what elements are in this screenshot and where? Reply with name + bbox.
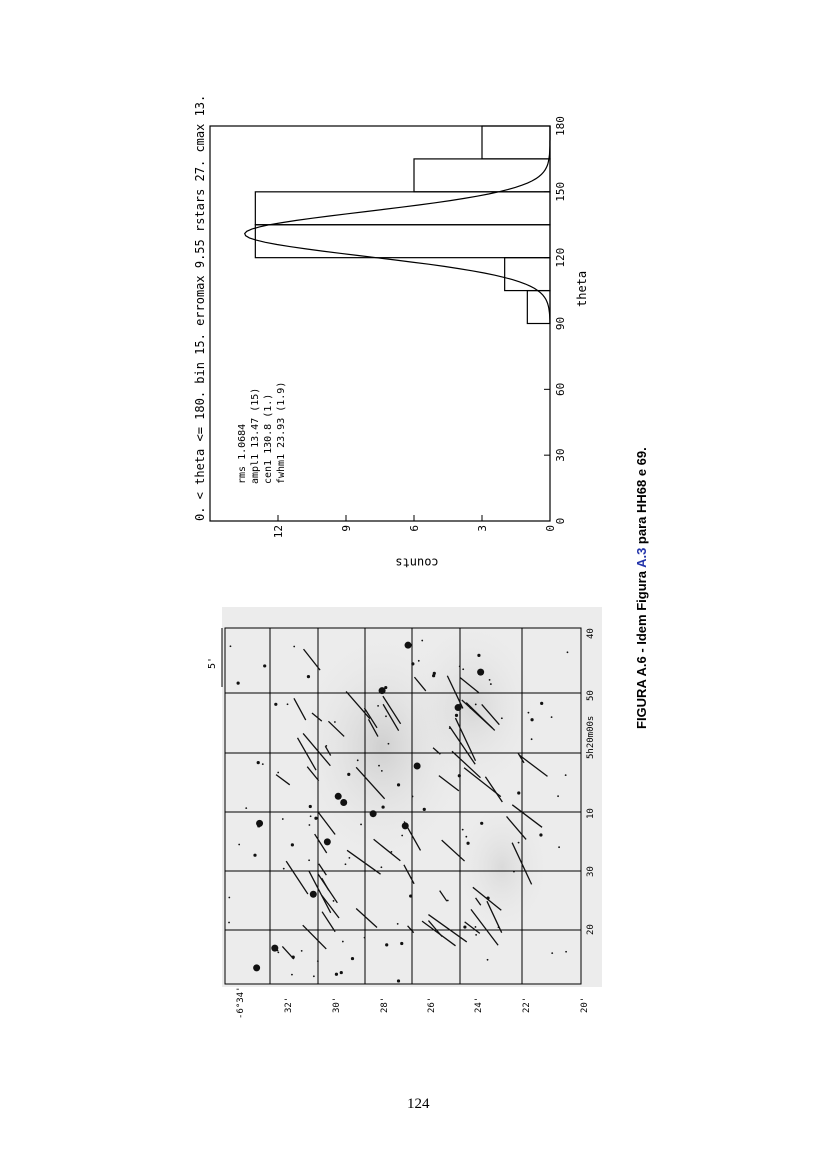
ra-tick: 10 [586,808,596,819]
star [565,774,567,776]
histogram-bar [414,159,550,192]
x-tick-label: 150 [554,181,567,202]
histogram-bars [255,126,550,324]
star [459,665,461,667]
star [333,900,335,902]
star [360,824,362,826]
star [475,926,477,928]
ra-tick: 40 [586,628,596,639]
y-tick-label: 9 [340,525,353,532]
star [283,868,285,870]
star [340,971,343,974]
star [489,679,491,681]
histogram-bar [482,126,550,159]
star [567,651,569,653]
star [540,702,543,705]
star [257,761,260,764]
star [462,829,464,831]
dec-tick: 22' [522,996,532,1013]
star [263,664,266,667]
y-tick-label: 0 [544,525,557,532]
star [378,765,380,767]
histogram-bar [255,225,550,258]
star [475,934,477,936]
fit-parameters [237,382,287,484]
caption-figure-link[interactable]: A.3 [634,547,649,568]
fit-line: ampl1 13.47 (15) [250,387,261,484]
star [347,773,350,776]
dec-tick: 26' [427,996,437,1013]
star [253,854,256,857]
star [351,957,354,960]
star [432,674,435,677]
x-tick-label: 120 [554,247,567,268]
star [463,925,466,928]
star [397,783,400,786]
dec-axis [222,986,602,1019]
star [565,951,567,953]
ra-tick: 50 [586,690,596,701]
star [490,683,492,685]
star [400,942,403,945]
dec-tick: -6°34' [236,986,246,1019]
star [397,979,400,982]
plot-frame [210,126,550,521]
star [397,923,399,925]
star [381,805,384,808]
star [237,682,240,685]
star [370,810,377,817]
x-tick-label: 180 [554,116,567,136]
star [301,950,303,952]
star [342,941,344,943]
star [385,943,388,946]
star [274,703,277,706]
star [345,863,347,865]
star [317,960,319,962]
fit-line: rms 1.0684 [237,423,248,484]
ra-tick: 20 [586,924,596,935]
dec-tick: 24' [474,996,484,1013]
star [418,660,420,662]
page-number: 124 [407,1096,430,1112]
star [388,743,390,745]
y-tick-label: 3 [476,525,489,532]
fit-line: fwhm1 23.93 (1.9) [276,381,287,484]
histogram-chart [190,94,630,539]
star [557,795,559,797]
star [310,815,312,817]
x-tick-label: 90 [554,316,567,331]
star [414,763,421,770]
star [462,668,464,670]
star [412,796,414,798]
ra-tick: 30 [586,866,596,877]
star [487,959,489,961]
star [309,824,311,826]
star [380,866,382,868]
star [307,675,310,678]
x-tick-label: 60 [554,382,567,396]
ra-tick: 5h20m00s [586,715,596,759]
y-tick-label: 12 [272,525,285,539]
ra-axis [586,607,608,987]
star [405,642,412,649]
star [551,716,553,718]
dec-tick: 30' [332,996,342,1013]
y-tick-label: 6 [408,525,421,532]
star [262,763,264,765]
star [379,687,386,694]
star [381,770,383,772]
star [287,703,289,705]
star [517,791,520,794]
star [477,654,480,657]
star [357,759,359,761]
fit-line: cen1 130.8 (1.) [263,393,274,484]
figure-caption [634,447,649,729]
star [277,772,279,774]
x-tick-label: 0 [554,517,567,525]
star [466,842,469,845]
histogram-header: 0. < theta <= 180. bin 15. erromax 9.55 rstars 27. cmax 13. [193,94,207,521]
star [539,833,542,836]
star [291,974,293,976]
star [465,836,467,838]
star [313,975,315,977]
x-axis [544,116,567,524]
sky-image-panel [222,607,602,987]
star [253,964,260,971]
star [528,712,530,714]
star [501,717,503,719]
star [421,640,423,642]
star [282,818,284,820]
star [551,952,553,954]
star [335,973,338,976]
star [271,945,278,952]
star [230,645,232,647]
star [364,937,366,939]
star [334,721,336,723]
star [475,704,477,706]
star [455,714,458,717]
dec-tick: 20' [580,996,590,1013]
dec-tick: 32' [284,996,294,1013]
dec-tick: 28' [380,996,390,1013]
star [228,922,230,924]
star [245,807,247,809]
y-axis-label-vertical: counts [395,555,439,570]
star [377,705,379,707]
star [409,894,412,897]
star [558,846,560,848]
star [277,952,279,954]
star [291,843,294,846]
star [530,718,533,721]
y-axis [272,515,557,538]
star [340,799,347,806]
star [308,859,310,861]
star [513,871,515,873]
star [335,793,342,800]
star [423,808,426,811]
x-tick-label: 30 [554,448,567,462]
star [455,704,462,711]
star [401,835,403,837]
star [480,822,483,825]
star [458,774,461,777]
star [324,838,331,845]
star [257,826,259,828]
star [477,669,484,676]
star [309,805,312,808]
histogram-bar [527,291,550,324]
star [411,662,414,665]
star [238,844,240,846]
star [311,893,314,896]
x-axis-label: theta [575,270,589,307]
star [385,715,387,717]
star [348,857,350,859]
star [518,842,520,844]
caption-prefix: FIGURA A.6 - Idem Figura [634,567,649,729]
star [293,646,295,648]
histogram-bar [505,258,550,291]
star [228,897,230,899]
star [531,738,533,740]
scale-bar-label: 5' [207,656,218,669]
caption-suffix: para HH68 e 69. [634,447,649,548]
star [314,817,317,820]
